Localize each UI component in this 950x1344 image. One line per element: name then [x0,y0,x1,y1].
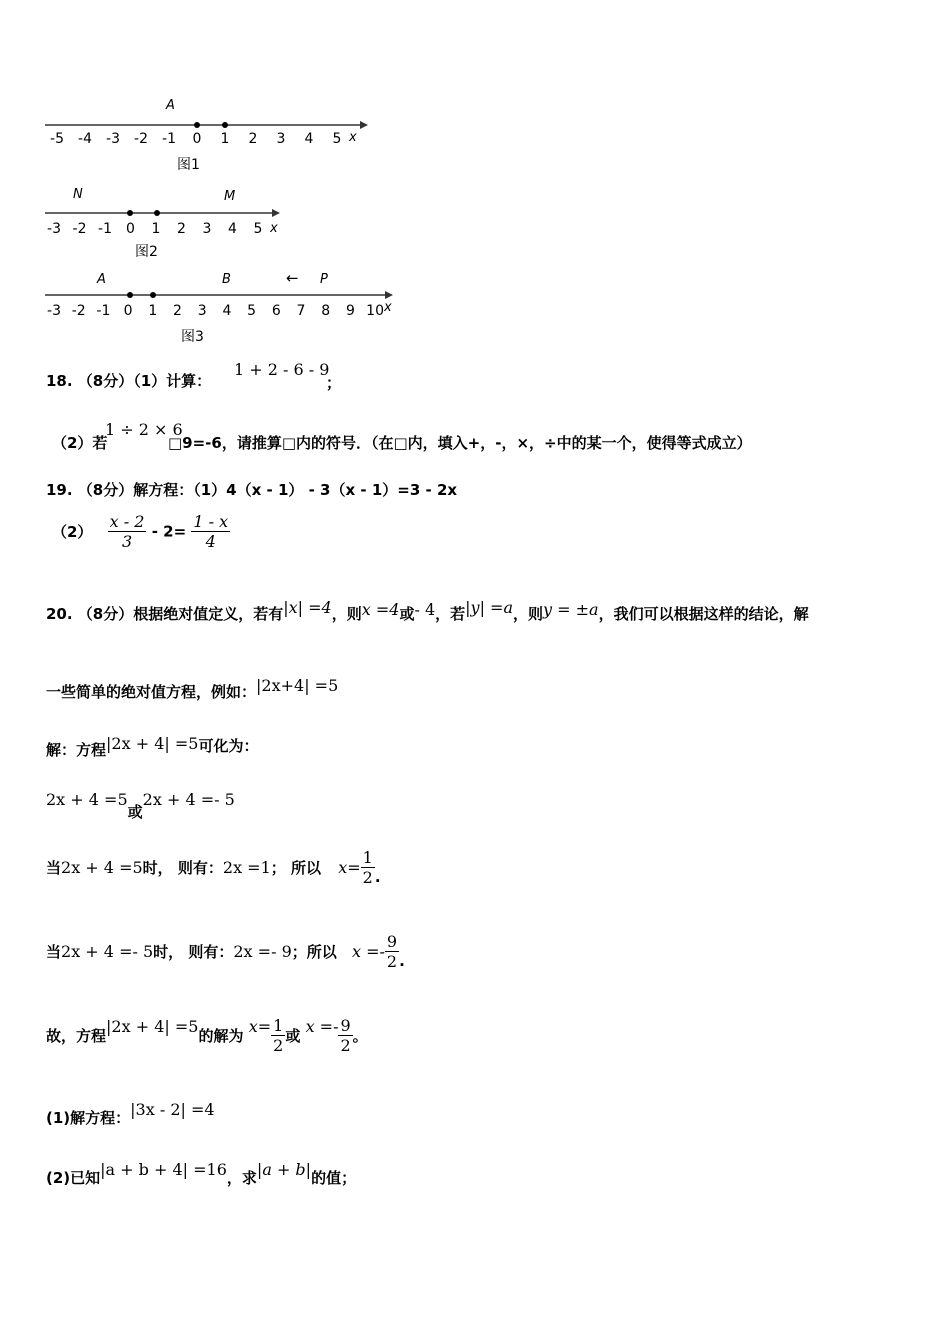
q20-line5 [46,848,381,887]
q20-p2-m2: |a + b| [256,1160,312,1179]
q19-part2 [52,512,230,551]
q20-l6-a: 当 [46,943,62,961]
q18-prefix: 18. （8分）（1）计算： [46,372,212,390]
q20-l1-e: ，则 [513,605,544,623]
fig3-point-label-a: A [97,272,106,287]
q20-l1-m3: - 4 [414,600,436,619]
q20-l6-b: 时， 则有： [153,943,234,961]
fig1-tick-label: 0 [192,131,202,147]
q20-l1-d: ，若 [435,605,466,623]
fig3-tick-label: 1 [148,303,158,319]
fig2-caption: 图2 [135,244,158,260]
q20-l1-m2: x =4 [361,600,400,619]
fig2-tick-label: -2 [72,221,87,237]
q20-l6-frac [385,932,399,971]
fig1-dot-0 [194,122,200,128]
q20-l5-m2: 2x =1 [222,858,271,877]
q20-line1 [46,598,809,627]
fig2-tick-label: 4 [228,221,237,237]
fig3-tick-label: 6 [271,303,281,319]
q20-l2-m: |2x+4| =5 [256,676,339,695]
fig3-tick-label: 4 [222,303,232,319]
q20-l1-c: 或 [399,605,415,623]
q20-l5-m1: 2x + 4 =5 [61,858,143,877]
fig3-tick-label: -3 [47,303,61,319]
q20-l7-x1: x= [248,1017,272,1036]
q20-l7-b: 的解为 [198,1027,244,1045]
number-line-fig2 [45,187,280,260]
fig1-tick-label: 3 [276,131,286,147]
fig1-point-label-a: A [166,98,175,113]
q19-frac2 [191,512,230,551]
q20-l1-b: ，则 [331,605,362,623]
q20-l5-c: ； 所以 [270,859,321,877]
q20-l7-den1: 2 [273,1036,284,1055]
q20-l7-num2: 9 [340,1016,351,1035]
q20-l7-a: 故，方程 [46,1027,107,1045]
fig3-point-label-p: P [320,272,328,287]
q20-l7-m: |2x + 4| =5 [106,1017,199,1036]
q20-l1-a: 20. （8分）根据绝对值定义，若有 [46,605,284,623]
fig1-axis-label: x [349,130,357,145]
fig3-arrow: ← [286,269,299,287]
fig3-tick-label: 3 [197,303,207,319]
q20-p2-c: 的值； [311,1169,357,1187]
fig1-tick-label: -3 [106,131,120,147]
q20-l5-a: 当 [46,859,62,877]
q20-line2 [46,676,338,702]
q20-l7-frac2 [338,1016,352,1055]
fig3-caption: 图3 [181,329,204,345]
q18-part2-prefix: （2）若 [52,434,108,452]
q20-l6-m2: 2x =- 9 [233,942,292,961]
q20-p2-a: (2)已知 [46,1169,101,1187]
number-line-fig3 [45,269,393,345]
fig2-point-label-m: M [224,189,236,204]
fig2-dot-0 [127,210,133,216]
q19-frac1-num: x - 2 [109,512,145,531]
q20-l3-m: |2x + 4| =5 [106,734,199,753]
q20-p1-m: |3x - 2| =4 [130,1100,215,1119]
fig2-axis-label: x [270,221,278,236]
q18-end1: ； [326,374,342,392]
fig2-tick-label: -3 [47,221,61,237]
q20-l6-m1: 2x + 4 =- 5 [61,942,154,961]
fig3-tick-label: 0 [123,303,133,319]
q20-l1-f: ，我们可以根据这样的结论，解 [598,605,809,623]
fig2-tick-label: 3 [202,221,212,237]
q20-l5-b: 时， 则有： [142,859,223,877]
fig3-tick-label: -2 [71,303,86,319]
q20-l7-frac1 [271,1016,285,1055]
fig3-tick-label: 5 [247,303,257,319]
q20-part2 [46,1160,356,1188]
fig3-dot-0 [127,292,133,298]
q20-l6-den: 2 [386,952,398,971]
q20-l7-num1: 1 [273,1016,284,1035]
q20-l7-den2: 2 [340,1036,351,1055]
fig2-tick-label: -1 [98,221,112,237]
q19-frac1 [108,512,147,551]
fig1-tick-label: 2 [248,131,258,147]
q20-l7-x2: x =- [305,1017,339,1036]
fig3-tick-label: 10 [366,303,385,319]
q20-l4-m1: 2x + 4 =5 [46,790,128,809]
q20-l1-m1: |x| =4 [283,598,332,617]
q20-l7-end: 。 [352,1027,368,1045]
q20-p1-a: (1)解方程： [46,1109,131,1127]
fig2-tick-label: 2 [177,221,186,237]
fig1-tick-label: 4 [304,131,314,147]
fig1-tick-label: -1 [162,131,176,147]
q20-line3 [46,734,258,760]
number-line-figures [40,95,400,350]
fig2-tick-label: 1 [151,221,161,237]
q19-frac2-num: 1 - x [193,512,229,531]
q20-line6 [46,932,405,971]
q20-l6-num: 9 [386,932,398,951]
q18-line1 [46,370,211,391]
fig3-tick-label: 7 [296,303,306,319]
q20-l6-end: . [399,952,405,970]
fig1-tick-label: -4 [78,131,92,147]
fig3-tick-label: 2 [173,303,182,319]
q20-line7 [46,1016,368,1055]
q19-part2-label: （2） [52,523,93,541]
q20-l2-a: 一些简单的绝对值方程，例如： [46,683,257,701]
fig1-tick-label: 1 [220,131,230,147]
fig1-tick-label: -5 [50,131,64,147]
q20-l5-frac [361,848,375,887]
q20-l5-x: x= [338,858,361,877]
fig3-axis-label: x [384,300,392,315]
q18-expr2: 1 ÷ 2 × 6 [105,420,183,439]
q20-l5-den: 2 [362,868,373,887]
fig1-caption: 图1 [177,157,200,173]
fig1-tick-label: -2 [134,131,148,147]
q20-line4 [46,790,235,822]
q20-l6-c: ；所以 [291,943,337,961]
fig3-tick-label: -1 [96,303,111,319]
q19-middle: - 2= [151,522,187,541]
q20-l5-end: . [374,868,381,886]
q19-frac2-den: 4 [191,531,230,551]
q20-l7-or: 或 [285,1027,301,1045]
q20-p2-m1: |a + b + 4| =16 [100,1160,227,1179]
q20-l3-a: 解：方程 [46,741,107,759]
q20-part1 [46,1100,215,1128]
fig2-dot-1 [154,210,160,216]
q20-l1-m4: |y| =a [465,598,513,617]
q20-l5-num: 1 [362,848,373,867]
fig2-tick-label: 0 [126,221,135,237]
fig2-tick-label: 5 [253,221,263,237]
fig1-tick-label: 5 [332,131,342,147]
fig3-dot-1 [150,292,156,298]
fig3-point-label-b: B [222,272,231,287]
q20-l4-or: 或 [127,803,143,821]
fig1-dot-1 [222,122,228,128]
q20-l3-b: 可化为： [198,737,259,755]
q20-l6-x: x =- [352,942,385,961]
fig3-tick-label: 9 [345,303,355,319]
q20-l4-m2: 2x + 4 =- 5 [142,790,235,809]
fig3-tick-label: 8 [321,303,331,319]
number-line-fig1 [45,98,368,173]
fig2-point-label-n: N [73,187,83,202]
q18-expr1: 1 + 2 - 6 - 9 [234,360,330,379]
q18-part2-rest: □9=-6，请推算□内的符号．（在□内，填入+，-，×，÷中的某一个，使得等式成立） [168,434,752,452]
q20-p2-b: ，求 [226,1169,257,1187]
q20-l1-m5: y = ±a [543,600,599,619]
q19-line1: 19. （8分）解方程：（1）4（x - 1） - 3（x - 1）=3 - 2x [46,481,458,499]
q19-frac1-den: 3 [108,531,147,551]
